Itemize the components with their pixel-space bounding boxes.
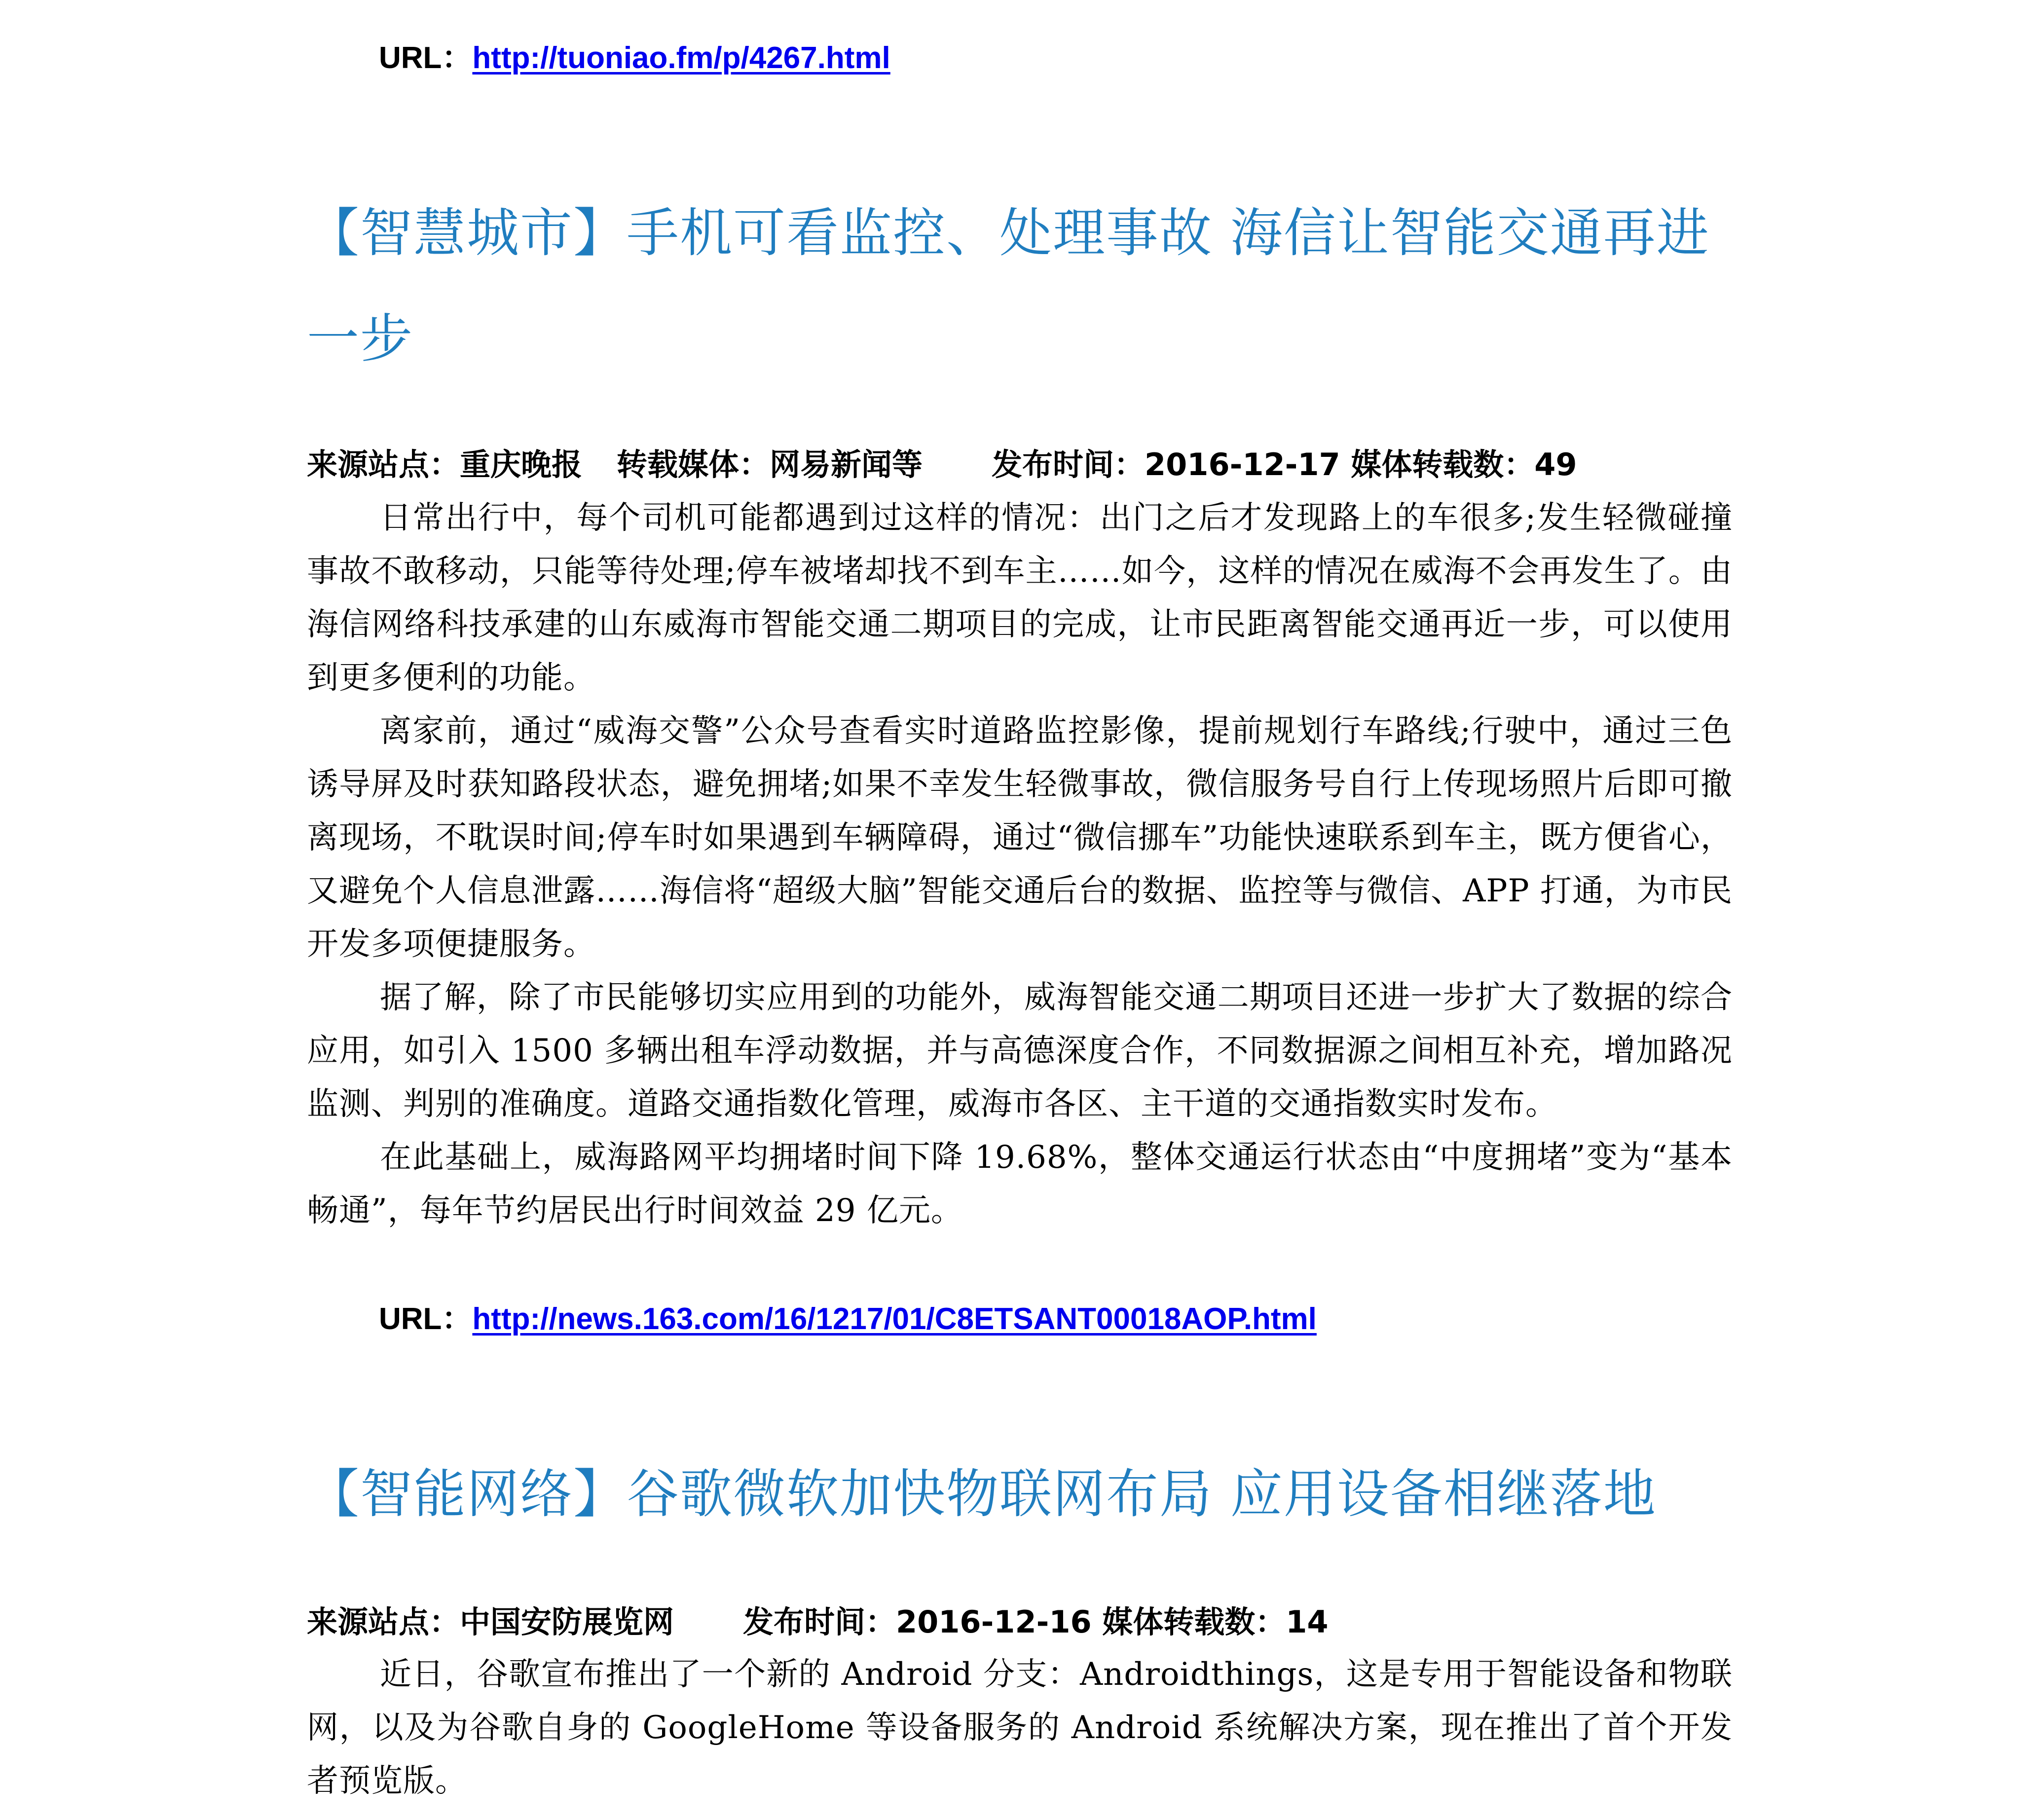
article-2-count: 媒体转载数：14 bbox=[1102, 1604, 1329, 1640]
article-1-url-line bbox=[379, 1300, 1317, 1339]
article-1-count: 媒体转载数：49 bbox=[1351, 446, 1577, 483]
article-1-reprint: 转载媒体：网易新闻等 bbox=[617, 446, 923, 483]
article-2-body bbox=[307, 1648, 1733, 1808]
article-1-url-link[interactable]: http://news.163.com/16/1217/01/C8ETSANT00018AOP.html bbox=[472, 1302, 1317, 1336]
url-label: URL： bbox=[379, 41, 473, 75]
article-2-meta bbox=[307, 1602, 1747, 1642]
article-1-paragraph: 日常出行中，每个司机可能都遇到过这样的情况：出门之后才发现路上的车很多;发生轻微碰撞事故不敢移动，只能等待处理;停车被堵却找不到车主……如今，这样的情况在威海不会再发生了。由海信网络科技承建的山东威海市智能交通二期项目的完成，让市民距离智能交通再近一步，可以使用到更多便利的功能。 bbox=[307, 500, 1733, 696]
article-2-paragraph: 近日，谷歌宣布推出了一个新的 Android 分支：Androidthings，这是专用于智能设备和物联网，以及为谷歌自身的 GoogleHome 等设备服务的 Android 系统解决方案，现在推出了首个开发者预览版。 bbox=[307, 1656, 1733, 1799]
top-url-link[interactable]: http://tuoniao.fm/p/4267.html bbox=[472, 41, 890, 75]
article-2-date: 发布时间：2016-12-16 bbox=[743, 1604, 1092, 1640]
article-1-meta bbox=[307, 445, 1747, 484]
top-url-line bbox=[379, 38, 890, 78]
article-1-title: 【智慧城市】手机可看监控、处理事故 海信让智能交通再进一步 bbox=[307, 203, 1710, 369]
url-label: URL： bbox=[379, 1302, 473, 1336]
article-1-paragraph: 据了解，除了市民能够切实应用到的功能外，威海智能交通二期项目还进一步扩大了数据的综合应用，如引入 1500 多辆出租车浮动数据，并与高德深度合作，不同数据源之间相互补充，增加路况监测、判别的准确度。道路交通指数化管理，威海市各区、主干道的交通指数实时发布。 bbox=[307, 979, 1733, 1122]
article-1-source: 来源站点：重庆晚报 bbox=[307, 446, 583, 483]
article-1-date: 发布时间：2016-12-17 bbox=[992, 446, 1340, 483]
article-1-paragraph: 离家前，通过“威海交警”公众号查看实时道路监控影像，提前规划行车路线;行驶中，通过三色诱导屏及时获知路段状态，避免拥堵;如果不幸发生轻微事故，微信服务号自行上传现场照片后即可撤离现场，不耽误时间;停车时如果遇到车辆障碍，通过“微信挪车”功能快速联系到车主，既方便省心，又避免个人信息泄露……海信将“超级大脑”智能交通后台的数据、监控等与微信、APP 打通，为市民开发多项便捷服务。 bbox=[307, 713, 1733, 963]
article-1-body bbox=[307, 491, 1733, 1237]
article-2-title: 【智能网络】谷歌微软加快物联网布局 应用设备相继落地 bbox=[307, 1464, 1657, 1524]
article-2-source: 来源站点：中国安防展览网 bbox=[307, 1604, 674, 1640]
article-1-paragraph: 在此基础上，威海路网平均拥堵时间下降 19.68%，整体交通运行状态由“中度拥堵”变为“基本畅通”，每年节约居民出行时间效益 29 亿元。 bbox=[307, 1139, 1733, 1229]
